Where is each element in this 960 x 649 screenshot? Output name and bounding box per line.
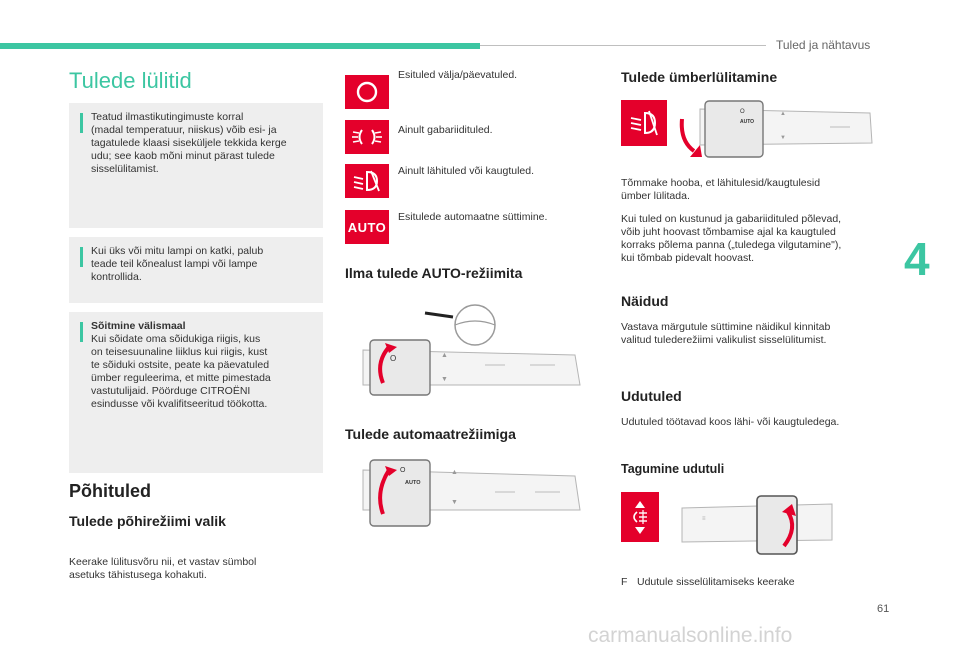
note-driving-abroad [69, 312, 323, 473]
note-marker [80, 113, 83, 133]
stalk-pull-illustration [680, 95, 880, 165]
stalk-mark-zero: O [390, 354, 397, 363]
section-heading-switching: Tulede ümberlülitamine [621, 69, 778, 85]
subsection-heading-rear-fog: Tagumine udutuli [621, 462, 725, 476]
icon-label: Ainult gabariidituled. [398, 124, 493, 136]
header-rule [480, 45, 766, 46]
auto-lights-icon [345, 210, 389, 244]
body-text: Kui tuled on kustunud ja gabariidituled põlevad, võib juht hoovast tõmbamise ajal ka kaugtuled korraks põlema panna („tuledega vilgutamine"), kui tõmbab pidevalt hoovast. [621, 213, 842, 264]
body-text: Tõmmake hooba, et lähitulesid/kaugtulesid ümber lülitada. [621, 177, 821, 202]
stalk-mark-auto: AUTO [405, 480, 421, 486]
icon-label: Ainult lähituled või kaugtuled. [398, 165, 535, 177]
rear-fog-icon [621, 492, 659, 542]
watermark: carmanualsonline.info [588, 624, 793, 647]
body-text: Udutuled töötavad koos lähi- või kaugtuledega. [621, 416, 840, 428]
stalk-mark-zero: O [740, 109, 745, 115]
auto-symbol: AUTO [347, 219, 387, 235]
svg-text:▼: ▼ [441, 376, 448, 383]
light-stalk-auto-illustration [345, 452, 595, 534]
chapter-number: 4 [904, 233, 930, 285]
svg-text:▼: ▼ [451, 499, 458, 506]
note-marker [80, 322, 83, 342]
svg-text:▲: ▲ [780, 111, 786, 117]
icon-label: Esitulede automaatne süttimine. [398, 211, 548, 223]
section-heading-no-auto: Ilma tulede AUTO-režiimita [345, 265, 523, 281]
fog-ring-illustration [672, 490, 877, 560]
page-title: Tulede lülitid [69, 68, 192, 93]
dipped-main-beam-icon [345, 164, 389, 198]
section-heading-pohituled: Põhituled [69, 481, 151, 501]
note-text: Kui sõidate oma sõidukiga riigis, kus on teisesuunaline liiklus kui riigis, kust te sõiduki ostsite, peate ka päevatuled ümber reguleerima, et mitte pimestada vastutulijaid. Pöörduge CITROËNI esindusse või kvalifitseeritud töökotta. [91, 333, 271, 410]
lights-off-icon [345, 75, 389, 109]
note-content [91, 320, 319, 411]
body-text: Vastava märgutule süttimine näidikul kinnitab valitud tulederežiimi valikulist sisselülitumist. [621, 321, 831, 346]
stalk-mark-zero: O [400, 467, 406, 474]
header-accent-bar [0, 43, 480, 49]
note-marker [80, 247, 83, 267]
main-beam-switch-icon [621, 100, 667, 146]
stalk-mark-auto: AUTO [740, 119, 755, 125]
page-number: 61 [877, 603, 890, 615]
note-heading: Sõitmine välismaal [91, 320, 186, 332]
body-text: Udutule sisselülitamiseks keerake [637, 576, 795, 588]
light-stalk-illustration [345, 295, 595, 405]
body-text: Keerake lülitusvõru nii, et vastav sümbol asetuks tähistusega kohakuti. [69, 556, 257, 581]
svg-text:▲: ▲ [451, 469, 458, 476]
note-text: Teatud ilmastikutingimuste korral (madal temperatuur, niiskus) võib esi- ja tagatulede klaasi siseküljele tekkida kerge udu; see kaob mõni minut pärast tulede sisselülitamist. [91, 111, 287, 175]
note-condensation [69, 103, 323, 228]
icon-label: Esituled välja/päevatuled. [398, 69, 518, 81]
svg-text:▲: ▲ [441, 352, 448, 359]
section-heading-udutuled: Udutuled [621, 388, 682, 404]
section-title: Tuled ja nähtavus [776, 38, 871, 52]
pull-arrow-icon [676, 115, 706, 160]
note-text: Kui üks või mitu lampi on katki, palub teade teil kõnealust lampi või lampe kontrollida. [91, 245, 264, 283]
section-heading-auto: Tulede automaatrežiimiga [345, 426, 516, 442]
subsection-heading: Tulede põhirežiimi valik [69, 513, 226, 529]
svg-text:▼: ▼ [780, 135, 786, 141]
bullet-symbol: F [621, 576, 628, 588]
section-heading-naidud: Näidud [621, 293, 669, 309]
svg-text:≡: ≡ [702, 516, 706, 522]
note-bulb-failure [69, 237, 323, 303]
parking-lights-icon [345, 120, 389, 154]
